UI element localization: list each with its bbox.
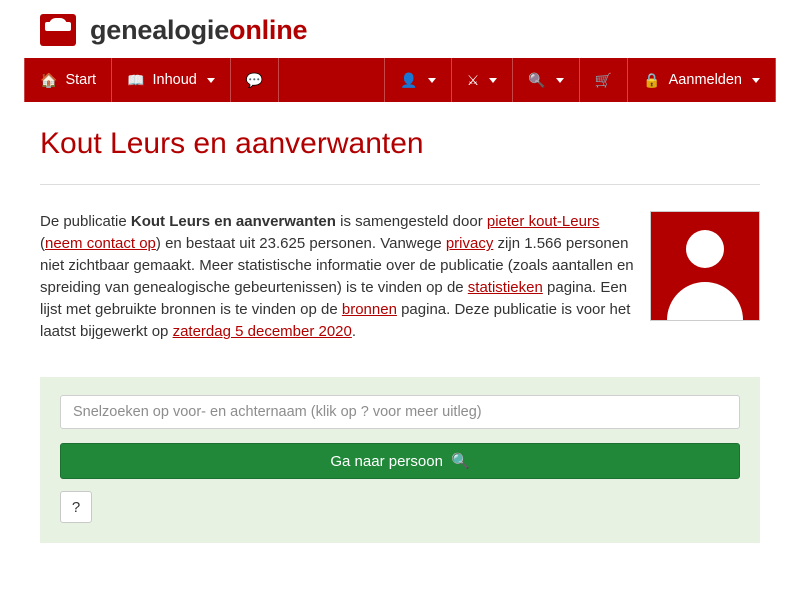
home-icon: 🏠 [40, 72, 58, 88]
nav-item-aanmelden-label: Aanmelden [668, 72, 742, 88]
brand-name-accent: online [229, 14, 308, 45]
contact-link[interactable]: neem contact op [45, 235, 156, 253]
privacy-link[interactable]: privacy [445, 235, 494, 253]
intro-paragraph [40, 211, 634, 343]
avatar-head [686, 230, 724, 268]
chevron-down-icon [207, 78, 215, 83]
nav-item-cart[interactable] [580, 58, 628, 102]
main-navigation [24, 58, 776, 102]
chevron-down-icon [489, 78, 497, 83]
search-input[interactable] [60, 395, 740, 429]
intro-text-4: ) en bestaat uit 23.625 personen. Vanwege [155, 235, 446, 253]
intro-text-7: pagina. Deze publicatie is voor het laatst bijgewerkt op [40, 301, 631, 341]
chevron-down-icon [556, 78, 564, 83]
intro-text-1: De publicatie [40, 213, 131, 230]
intro-text-3: ( [40, 235, 45, 253]
publication-name: Kout Leurs en aanverwanten [130, 213, 336, 230]
nav-item-comments[interactable] [231, 58, 279, 102]
nav-item-idcard[interactable] [384, 58, 451, 102]
intro-text-6: pagina. Een lijst met gebruikte bronnen is te vinden op de [40, 279, 628, 319]
chevron-down-icon [428, 78, 436, 83]
intro-text-5: zijn 1.566 personen niet zichtbaar gemaakt. Meer statistische informatie over de publicatie (zoals aantallen en spreiding van genealogische gebeurtenissen) is te vinden op de [40, 235, 634, 297]
sources-link[interactable]: bronnen [341, 301, 397, 319]
nav-right-group [384, 58, 776, 102]
avatar-body [667, 282, 743, 321]
author-link[interactable]: pieter kout-Leurs [486, 213, 600, 230]
intro-text-8: . [351, 323, 357, 341]
id-card-icon: 👤 [400, 72, 418, 88]
intro-text-2: is samengesteld door [335, 213, 487, 230]
quick-search-panel [40, 377, 760, 543]
nav-item-inhoud-label: Inhoud [152, 72, 197, 88]
site-logo-text[interactable] [90, 14, 308, 45]
nav-item-aanmelden[interactable] [628, 58, 776, 102]
comments-icon: 💬 [245, 72, 264, 88]
mailbox-icon [40, 14, 76, 46]
brand-name-plain: genealogie [90, 14, 230, 45]
go-to-person-button[interactable] [60, 443, 740, 479]
nav-spacer [279, 58, 384, 102]
last-updated-link[interactable]: zaterdag 5 december 2020 [172, 323, 352, 341]
lock-icon: 🔒 [643, 72, 661, 88]
nav-item-inhoud[interactable] [112, 58, 231, 102]
nav-item-start[interactable] [24, 58, 112, 102]
person-placeholder-icon [650, 211, 760, 321]
site-header [0, 0, 800, 58]
statistics-link[interactable]: statistieken [467, 279, 543, 297]
help-button[interactable]: ? [60, 491, 92, 523]
nav-item-tree[interactable] [452, 58, 514, 102]
nav-item-start-label: Start [65, 72, 97, 88]
page-title-area [24, 102, 776, 185]
go-to-person-label: Ga naar persoon [330, 452, 443, 470]
chevron-down-icon [752, 78, 760, 83]
publication-intro [24, 185, 776, 343]
book-icon: 📖 [127, 72, 145, 88]
page-title: Kout Leurs en aanverwanten [40, 127, 424, 160]
nav-item-search[interactable] [513, 58, 579, 102]
search-icon: 🔍 [528, 72, 546, 88]
shopping-cart-icon: 🛒 [594, 72, 613, 88]
search-icon: 🔍 [450, 453, 470, 471]
tree-icon: ⚔ [466, 72, 480, 88]
